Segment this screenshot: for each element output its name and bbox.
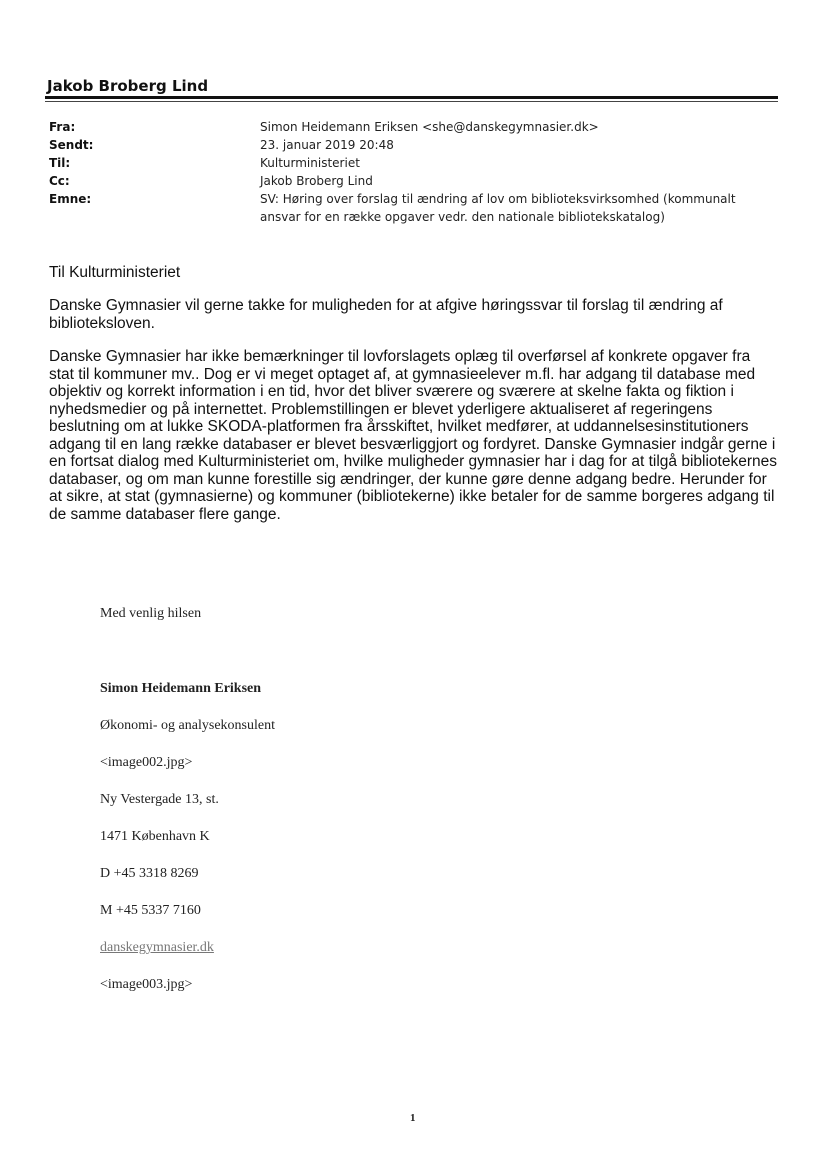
page-number: 1 — [410, 1112, 416, 1124]
signature-name: Simon Heidemann Eriksen — [100, 681, 262, 696]
signature-website-link[interactable]: danskegymnasier.dk — [100, 940, 214, 955]
header-row-from — [49, 118, 769, 136]
from-label: Fra: — [49, 120, 76, 134]
paragraph-2-text: Danske Gymnasier har ikke bemærkninger til lovforslagets oplæg til overførsel af konkrete opgaver fra stat til kommuner mv.. Dog er vi meget optaget af, at gymnasieelever m.fl. har adgang til database med objektiv og korrekt information i en tid, hvor det bliver sværere og sværere at skelne fakta og fiktion i nyhedsmedier og på internettet. Problemstillingen er blevet yderligere aktualiseret af regeringens beslutning om at lukke SKODA-platformen fra årsskiftet, hvilket medfører, at uddannelsesinstitutioners adgang til en lang række databaser er blevet besværliggjort og fordyret. Danske Gymnasier indgår gerne i en fortsat dialog med Kulturministeriet om, hvilke muligheder gymnasier har i dag for at tilgå bibliotekernes databaser, og om man kunne forestille sig ændringer, der kunne gøre denne adgang bedre. Herunder for at sikre, at stat (gymnasierne) og kommuner (bibliotekerne) ikke betaler for de samme borgeres adgang til de samme databaser flere gange. — [49, 348, 777, 523]
paragraph-2 — [49, 348, 777, 523]
signature-address-city: 1471 København K — [100, 829, 210, 844]
header-row-subject — [49, 190, 769, 226]
header-row-to — [49, 154, 769, 172]
signature-phone-direct: D +45 3318 8269 — [100, 866, 199, 881]
greeting — [49, 264, 777, 282]
signature-address-street: Ny Vestergade 13, st. — [100, 792, 219, 807]
to-value: Kulturministeriet — [260, 156, 360, 170]
paragraph-1-text: Danske Gymnasier vil gerne takke for muligheden for at afgive høringssvar til forslag til ændring af biblioteksloven. — [49, 297, 723, 332]
signature-image-placeholder-1: <image002.jpg> — [100, 755, 193, 770]
cc-value: Jakob Broberg Lind — [260, 174, 373, 188]
header-rule-thin — [45, 101, 778, 102]
paragraph-1 — [49, 297, 777, 332]
signature-phone-mobile: M +45 5337 7160 — [100, 903, 201, 918]
header-row-cc — [49, 172, 769, 190]
signature-image-placeholder-2: <image003.jpg> — [100, 977, 193, 992]
greeting-text: Til Kulturministeriet — [49, 264, 181, 281]
signature-closing: Med venlig hilsen — [100, 606, 202, 621]
subject-value: SV: Høring over forslag til ændring af lov om biblioteksvirksomhed (kommunalt ansvar for en række opgaver vedr. den nationale bibliotekskatalog) — [260, 192, 736, 224]
owner-name: Jakob Broberg Lind — [47, 77, 209, 95]
from-value: Simon Heidemann Eriksen <she@danskegymnasier.dk> — [260, 120, 599, 134]
header-row-sent — [49, 136, 769, 154]
signature-title: Økonomi- og analysekonsulent — [100, 718, 275, 733]
header-rule-thick — [45, 96, 778, 99]
email-header — [49, 118, 769, 226]
to-label: Til: — [49, 156, 71, 170]
cc-label: Cc: — [49, 174, 70, 188]
subject-label: Emne: — [49, 192, 92, 206]
sent-value: 23. januar 2019 20:48 — [260, 138, 394, 152]
sent-label: Sendt: — [49, 138, 94, 152]
